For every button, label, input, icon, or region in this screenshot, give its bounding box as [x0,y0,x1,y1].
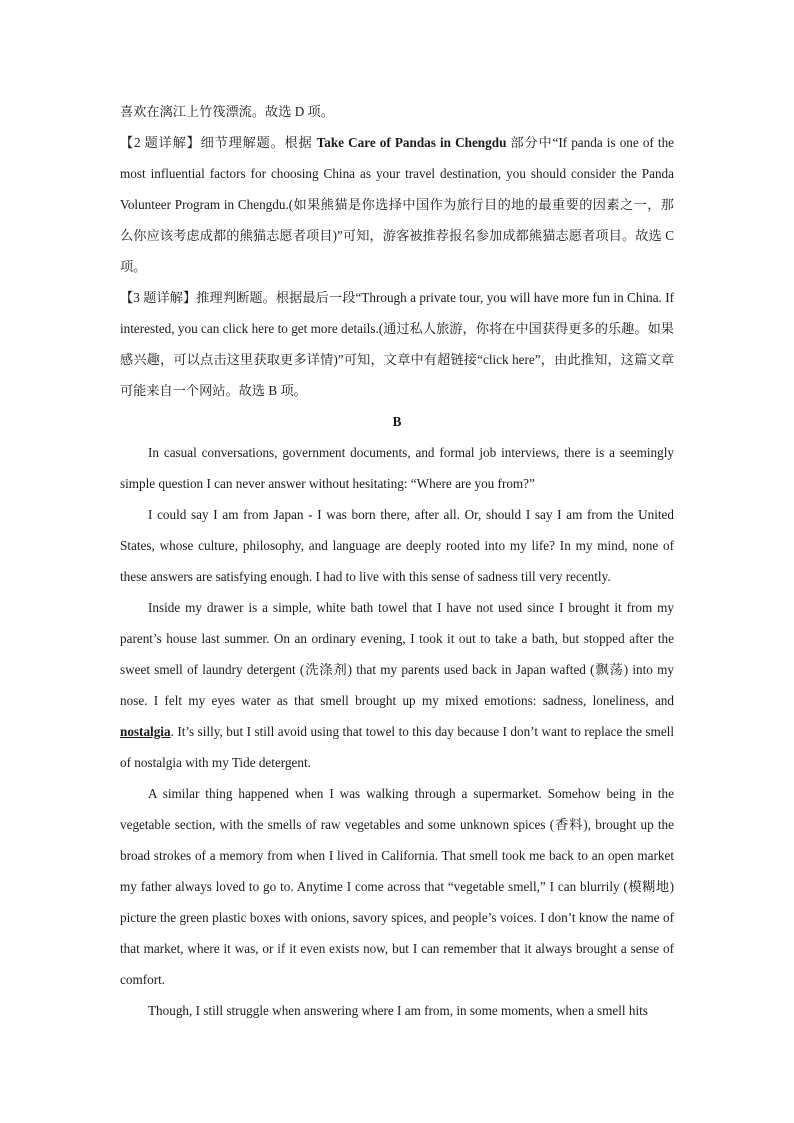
text: . It’s silly, but I still avoid using that towel to this day because I don’t want to replace the smell of nostalgia with my Tide detergent. [120,724,674,770]
text: 推理判断题。根据最后一段“Through a private tour, you will have more fun in China. If interested, you can click here to get more details.(通过私人旅游，你将在中国获得更多的乐趣。如果感兴趣，可以点击这里获取更多详情)”可知，文章中有超链接“click here”，由此推知，这篇文章可能来自一个网站。故选 B 项。 [120,290,675,398]
answer-2 [120,127,674,282]
document-page [120,96,674,1026]
text: 细节理解题。根据 [200,135,317,150]
text: Inside my drawer is a simple, white bath towel that I have not used since I brought it from my parent’s house last summer. On an ordinary evening, I took it out to take a bath, but stopped after the sweet smell of laundry detergent (洗涤剂) that my parents used back in Japan wafted (飘荡) into my nose. I felt my eyes water as that smell brought up my mixed emotions: sadness, loneliness, and [120,600,674,708]
section-title: B [392,414,402,429]
answer-1-tail [120,96,674,127]
paragraph-4: A similar thing happened when I was walking through a supermarket. Somehow being in the vegetable section, with the smells of raw vegetables and some unknown spices (香料), brought up the broad strokes of a memory from when I lived in California. That smell took me back to an open market my father always loved to go to. Anytime I come across that “vegetable smell,” I can blurrily (模糊地) picture the green plastic boxes with onions, savory spices, and people’s voices. I don’t know the name of that market, where it was, or if it even exists now, but I can remember that it always brought a sense of comfort. [120,786,674,987]
underlined-word: nostalgia [120,724,171,739]
paragraph-5: Though, I still struggle when answering where I am from, in some moments, when a smell hits [148,1003,648,1018]
paragraph-2: I could say I am from Japan - I was born there, after all. Or, should I say I am from the United States, whose culture, philosophy, and language are deeply rooted into my life? In my mind, none of these answers are satisfying enough. I had to live with this sense of sadness till very recently. [120,507,674,584]
answer-3 [120,282,674,406]
bold-heading: Take Care of Pandas in Chengdu [316,135,507,150]
paragraph-1: In casual conversations, government documents, and formal job interviews, there is a seemingly simple question I can never answer without hesitating: “Where are you from?” [120,445,674,491]
paragraph-3 [120,592,674,778]
answer-label: 【3 题详解】 [120,290,197,305]
text: 部分中“If panda is one of the most influential factors for choosing China as your travel destination, you should consider the Panda Volunteer Program in Chengdu.(如果熊猫是你选择中国作为旅行目的地的最重要的因素之一，那么你应该考虑成都的熊猫志愿者项目)”可知，游客被推荐报名参加成都熊猫志愿者项目。故选 C 项。 [120,135,675,274]
answer-label: 【2 题详解】 [120,135,201,150]
text: 喜欢在漓江上竹筏漂流。故选 D 项。 [120,104,334,119]
